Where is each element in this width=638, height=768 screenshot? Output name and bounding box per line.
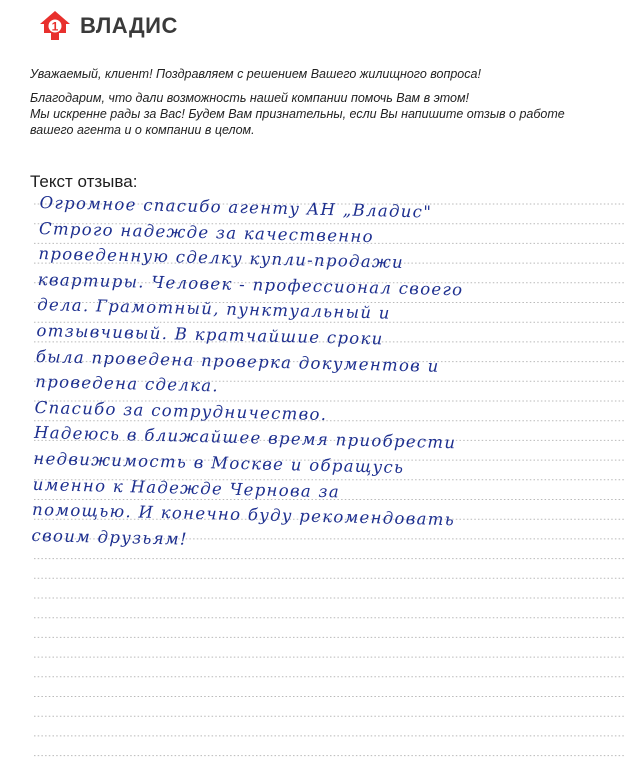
review-heading: Текст отзыва: bbox=[30, 172, 138, 191]
request-line: Мы искренне рады за Вас! Будем Вам признательны, если Вы напишите отзыв о работе bbox=[30, 107, 565, 121]
request-line-cont: вашего агента и о компании в целом. bbox=[30, 123, 255, 137]
review-line: была проведена проверка документов и bbox=[35, 346, 440, 376]
review-line: проведенную сделку купли-продажи bbox=[38, 244, 405, 273]
review-line: помощью. И конечно буду рекомендовать bbox=[31, 500, 456, 530]
review-line: Строго надежде за качественно bbox=[38, 218, 375, 246]
review-line: дела. Грамотный, пунктуальный и bbox=[36, 295, 391, 323]
review-line: именно к Надежде Чернова за bbox=[32, 474, 341, 501]
review-line: отзывчивый. В кратчайшие сроки bbox=[36, 320, 384, 349]
logo bbox=[38, 9, 178, 43]
review-line: своим друзьям! bbox=[31, 525, 189, 549]
greeting-line: Уважаемый, клиент! Поздравляем с решением Вашего жилищного вопроса! bbox=[30, 67, 481, 81]
svg-text:1: 1 bbox=[51, 19, 59, 34]
review-line: Надеюсь в ближайшее время приобрести bbox=[33, 423, 457, 453]
handwritten-review bbox=[31, 190, 630, 563]
brand-name: ВЛАДИС bbox=[80, 13, 178, 38]
review-line: проведена сделка. bbox=[35, 372, 220, 396]
review-line: недвижимость в Москве и обращусь bbox=[33, 448, 405, 477]
review-line: Огромное спасибо агенту АН „Владис" bbox=[39, 192, 433, 222]
intro-text bbox=[30, 66, 610, 138]
review-line: Спасибо за сотрудничество. bbox=[34, 397, 328, 424]
thanks-line: Благодарим, что дали возможность нашей компании помочь Вам в этом! bbox=[30, 91, 470, 105]
review-line: квартиры. Человек - профессионал своего bbox=[37, 269, 464, 300]
house-key-icon bbox=[38, 9, 72, 43]
